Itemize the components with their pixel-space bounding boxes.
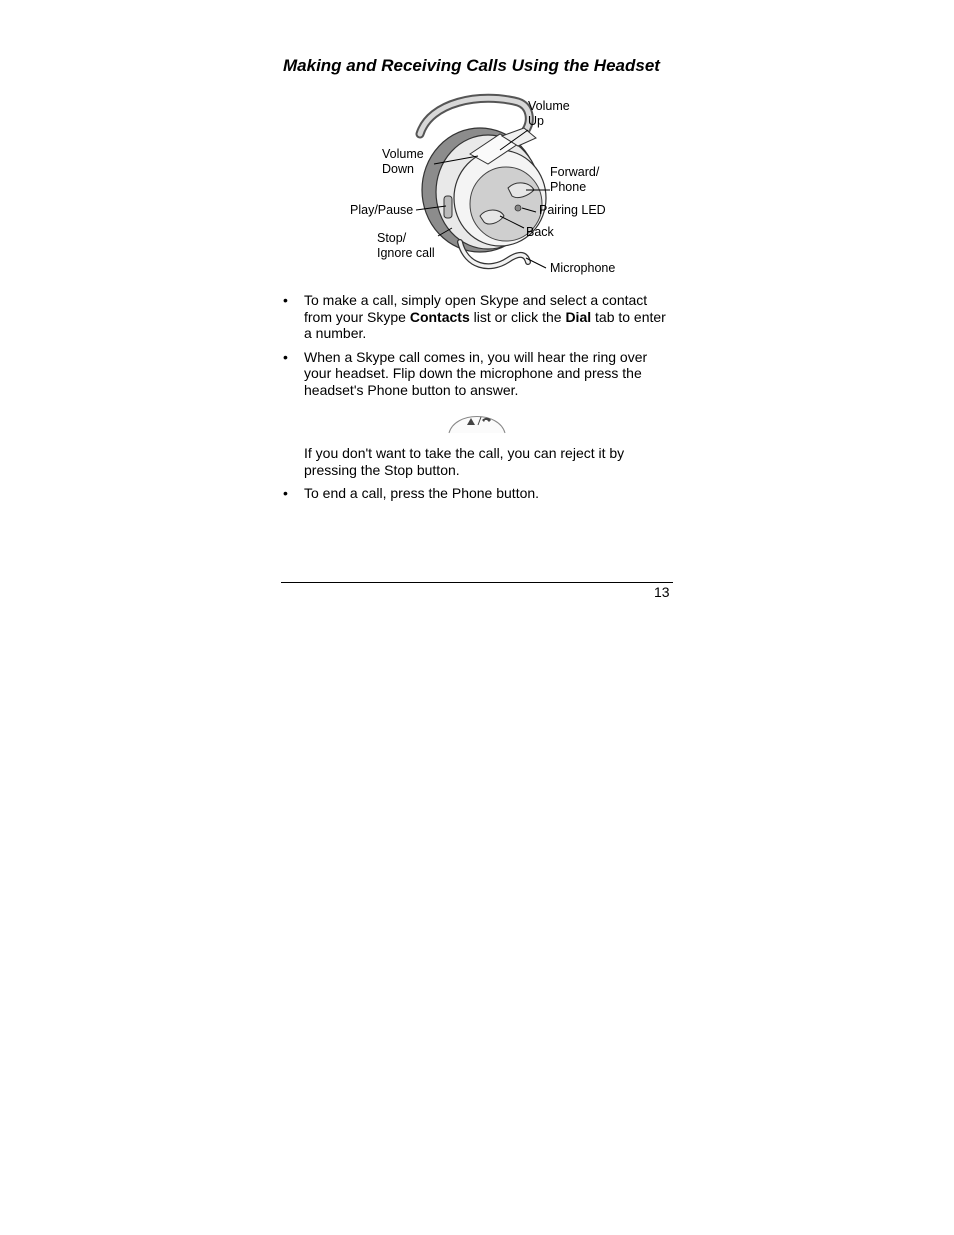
label-stop-ignore-line1: Stop/ — [377, 231, 407, 245]
bullet-end-call-text: To end a call, press the Phone button. — [304, 485, 540, 501]
label-volume-up — [528, 99, 570, 128]
bullet-dot: • — [283, 292, 288, 308]
label-play-pause: Play/Pause — [350, 203, 414, 217]
label-forward-phone-line1: Forward/ — [550, 165, 600, 179]
label-volume-down — [382, 147, 424, 176]
bullet-dot: • — [283, 485, 288, 501]
bullet-make-call-text: To make a call, simply open Skype and select a contact from your Skype — [304, 292, 648, 325]
bullet-make-call — [283, 292, 675, 342]
bullet-make-call-text-end: tab to enter a number. — [304, 308, 666, 341]
headset-figure — [340, 92, 630, 282]
label-pairing-led: Pairing LED — [539, 203, 606, 217]
label-volume-up-line1: Volume — [528, 99, 570, 113]
label-forward-phone-line2: Phone — [550, 179, 587, 194]
bullet-incoming-call — [283, 349, 675, 399]
footer-divider — [281, 582, 673, 583]
phone-button-icon — [445, 405, 509, 437]
bullet-end-call — [283, 485, 675, 502]
label-forward-phone — [550, 165, 599, 194]
bullet-make-call-text-mid: list or click the — [469, 308, 566, 325]
label-volume-down-line1: Volume — [382, 147, 424, 161]
label-back: Back — [526, 225, 554, 239]
label-stop-ignore — [377, 231, 435, 260]
dial-term: Dial — [565, 308, 592, 325]
contacts-term: Contacts — [409, 308, 470, 325]
label-microphone: Microphone — [550, 261, 616, 275]
page-title: Making and Receiving Calls Using the Headset — [283, 56, 660, 75]
instructions — [283, 292, 675, 509]
page-number: 13 — [654, 584, 670, 600]
bullet-incoming-call-text: When a Skype call comes in, you will hear the ring over your headset. Flip down the microphone and press the headset's Phone button to answer. — [304, 348, 648, 398]
label-volume-up-line2: Up — [528, 113, 544, 128]
label-volume-down-line2: Down — [382, 161, 414, 176]
reject-call-note: If you don't want to take the call, you can reject it by pressing the Stop button. — [304, 445, 625, 478]
bullet-dot: • — [283, 348, 288, 365]
label-stop-ignore-line2: Ignore call — [377, 245, 435, 260]
